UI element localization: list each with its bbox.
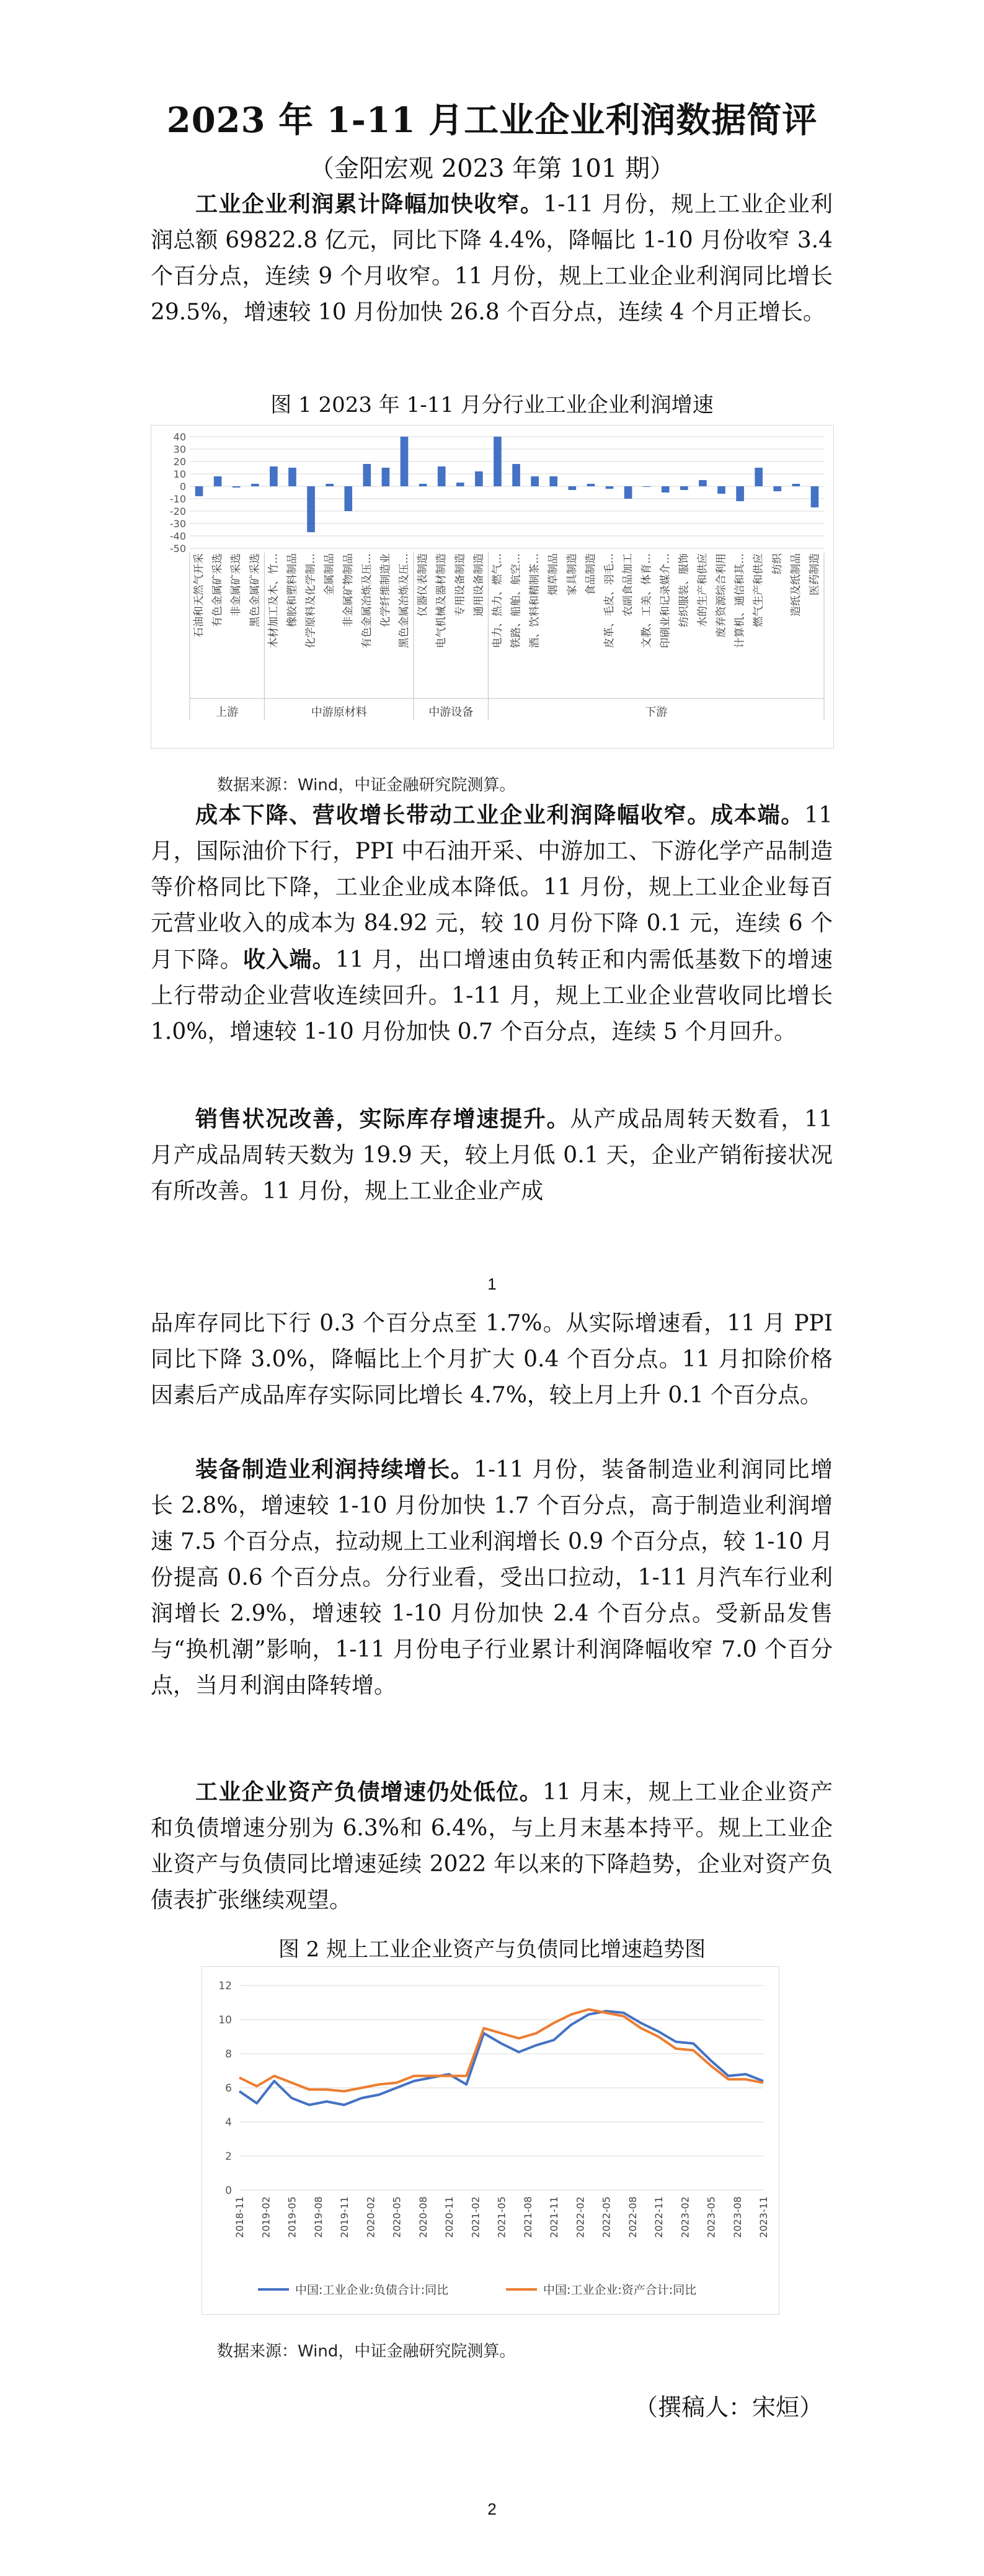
paragraph-body: 1-11 月份，规上工业企业利润总额 69822.8 亿元，同比下降 4.4%，降幅比 1-10 月份收窄 3.4 个百分点，连续 9 个月收窄。11 月份，规上工业企业利润同比增长 29.5%，增速较 10 月份加快 26.8 个百分点，连续 4 个月正增长。	[151, 192, 833, 325]
author-credit: （撰稿人：宋烜）	[634, 2394, 823, 2421]
x-tick-label: 石油和天然气开采	[193, 553, 206, 638]
x-tick-label: 2022-08	[626, 2196, 639, 2238]
paragraph-lead: 销售状况改善，实际库存增速提升。	[195, 1106, 570, 1132]
bar	[699, 480, 707, 486]
x-tick-label: 2020-11	[443, 2196, 455, 2238]
x-tick-label: 2020-05	[391, 2196, 403, 2238]
x-tick-label: 造纸及纸制品	[789, 553, 802, 617]
x-tick-label: 有色金属矿采选	[211, 553, 224, 627]
x-tick-label: 通用设备制造	[472, 553, 485, 617]
paragraph-assets-liabilities	[151, 1774, 833, 1919]
paragraph-equipment	[151, 1451, 833, 1704]
x-tick-label: 2022-11	[653, 2196, 665, 2238]
x-tick-label: 电力、热力、燃气…	[491, 553, 504, 648]
x-tick-label: 2021-05	[495, 2196, 508, 2238]
bar	[494, 437, 502, 486]
paragraph-body: 11 月末，规上工业企业资产和负债增速分别为 6.3%和 6.4%，与上月末基本持平。规上工业企业资产与负债同比增速延续 2022 年以来的下降趋势，企业对资产负债表扩张继续观望。	[151, 1780, 833, 1913]
paragraph-body: 11 月，国际油价下行，PPI 中石油开采、中游加工、下游化学产品制造等价格同比下降，工业企业成本降低。11 月份，规上工业企业每百元营业收入的成本为 84.92 元，较 10 月份下降 0.1 元，连续 6 个月下降。	[151, 803, 833, 973]
figure-1-chart	[151, 425, 834, 749]
x-tick-label: 2019-11	[339, 2196, 350, 2238]
x-tick-label: 纺织	[771, 553, 784, 574]
y-tick-label: 30	[173, 443, 186, 455]
y-tick-label: -10	[169, 493, 186, 505]
bar	[326, 484, 334, 486]
x-tick-label: 废弃资源综合利用	[715, 553, 728, 638]
asset-liability-line-chart	[202, 1967, 779, 2314]
figure-2-source: 数据来源：Wind，中证金融研究院测算。	[217, 2342, 516, 2361]
figure-2-title: 图 2 规上工业企业资产与负债同比增速趋势图	[278, 1937, 706, 1962]
paragraph-lead: 工业企业利润累计降幅加快收窄。	[195, 191, 544, 217]
bar	[662, 486, 670, 492]
bar	[531, 476, 539, 486]
liability-series-line	[239, 2011, 763, 2105]
document-title: 2023 年 1-11 月工业企业利润数据简评	[166, 100, 818, 141]
bar	[419, 484, 427, 486]
bar	[512, 464, 520, 486]
x-tick-label: 食品制造	[584, 553, 597, 595]
asset-series-line	[239, 2010, 763, 2092]
x-tick-label: 家具制造	[565, 553, 578, 595]
y-tick-label: 0	[225, 2185, 232, 2197]
x-tick-label: 仪器仪表制造	[417, 553, 430, 617]
legend-label: 中国:工业企业:资产合计:同比	[543, 2283, 697, 2297]
bar	[792, 484, 800, 486]
y-tick-label: -50	[169, 543, 186, 555]
x-tick-label: 有色金属冶炼及压…	[360, 553, 373, 648]
x-tick-label: 2023-08	[731, 2196, 743, 2238]
x-tick-label: 2020-02	[365, 2196, 377, 2238]
figure-2-chart	[202, 1966, 779, 2315]
bar	[736, 486, 744, 501]
x-tick-label: 2023-02	[679, 2196, 691, 2238]
y-tick-label: -30	[169, 518, 186, 530]
x-tick-label: 纺织服装、服饰	[678, 553, 691, 627]
y-tick-label: -40	[169, 530, 186, 542]
x-tick-label: 金属制品	[323, 553, 336, 595]
x-tick-label: 医药制造	[808, 553, 821, 595]
y-tick-label: 12	[218, 1980, 232, 1992]
page-number: 2	[487, 2500, 497, 2518]
x-tick-label: 电气机械及器材制造	[435, 553, 448, 648]
bar	[401, 437, 409, 486]
y-tick-label: 4	[225, 2116, 232, 2129]
x-tick-label: 印刷业和记录媒介…	[659, 553, 672, 648]
y-tick-label: 0	[179, 481, 186, 492]
x-tick-label: 非金属矿物制品	[342, 553, 355, 627]
x-tick-label: 2022-02	[574, 2196, 587, 2238]
x-tick-label: 燃气生产和供应	[752, 553, 765, 627]
x-tick-label: 水的生产和供应	[696, 553, 709, 627]
paragraph-body: 11 月，出口增速由负转正和内需低基数下的增速上行带动企业营收连续回升。1-11 月，规上工业企业营收同比增长 1.0%，增速较 1-10 月份加快 0.7 个百分点，连续 5 个月回升。	[151, 947, 833, 1045]
x-tick-label: 2022-05	[600, 2196, 613, 2238]
bar	[811, 486, 819, 507]
bar	[475, 471, 483, 486]
industry-profit-bar-chart	[151, 426, 833, 748]
bar	[624, 486, 632, 499]
x-tick-label: 2019-08	[312, 2196, 324, 2238]
x-tick-label: 2021-02	[469, 2196, 482, 2238]
x-tick-label: 木材加工及木、竹…	[267, 553, 280, 648]
x-tick-label: 橡胶和塑料制品	[286, 553, 299, 627]
x-tick-label: 皮革、毛皮、羽毛…	[603, 553, 616, 648]
bar	[568, 486, 576, 490]
x-tick-label: 非金属矿采选	[230, 553, 243, 617]
x-tick-label: 2023-11	[758, 2196, 769, 2238]
x-tick-label: 文教、工美、体育…	[640, 553, 654, 648]
y-tick-label: 10	[173, 468, 186, 480]
bar	[717, 486, 725, 494]
bar	[214, 476, 222, 486]
bar	[680, 486, 688, 490]
y-tick-label: 10	[218, 2014, 232, 2026]
bar	[270, 466, 278, 486]
paragraph-inventory	[151, 1101, 833, 1210]
bar	[363, 464, 371, 486]
x-tick-label: 农副食品加工	[622, 553, 635, 617]
bar	[344, 486, 352, 511]
paragraph-lead: 工业企业资产负债增速仍处低位。	[195, 1779, 543, 1805]
bar	[195, 486, 203, 496]
bar	[549, 476, 557, 486]
x-tick-label: 专用设备制造	[454, 553, 467, 617]
group-label: 下游	[645, 706, 668, 719]
y-tick-label: 40	[173, 431, 186, 443]
bar	[643, 486, 651, 487]
bar	[755, 468, 763, 486]
x-tick-label: 2018-11	[234, 2196, 246, 2238]
bar	[438, 466, 446, 486]
bar	[251, 484, 259, 486]
y-tick-label: 6	[225, 2082, 232, 2095]
x-tick-label: 酒、饮料和精制茶…	[528, 553, 541, 648]
paragraph-body: 1-11 月份，装备制造业利润同比增长 2.8%，增速较 1-10 月份加快 1.7 个百分点，高于制造业利润增速 7.5 个百分点，拉动规上工业利润增长 0.9 个百分点，较 1-10 月份提高 0.6 个百分点。分行业看，受出口拉动，1-11 月汽车行业利润增长 2.9%，增速较 1-10 月份加快 2.4 个百分点。受新品发售与“换机潮”影响，1-11 月份电子行业累计利润降幅收窄 7.0 个百分点，当月利润由降转增。	[151, 1457, 833, 1698]
legend-label: 中国:工业企业:负债合计:同比	[295, 2283, 449, 2297]
y-tick-label: -20	[169, 506, 186, 517]
bar	[307, 486, 315, 532]
x-tick-label: 化学纤维制造业	[379, 553, 392, 627]
page-number: 1	[487, 1275, 497, 1293]
y-tick-label: 2	[225, 2150, 232, 2163]
x-tick-label: 计算机、通信和其…	[734, 553, 747, 648]
bar	[382, 468, 390, 486]
bar	[456, 483, 464, 486]
paragraph-profit-overview	[151, 186, 833, 331]
x-tick-label: 化学原料及化学制…	[304, 553, 317, 648]
x-tick-label: 2021-11	[548, 2196, 560, 2238]
x-tick-label: 2019-05	[286, 2196, 298, 2238]
x-tick-label: 黑色金属冶炼及压…	[398, 553, 411, 648]
bar	[773, 486, 781, 491]
paragraph-lead-revenue: 收入端。	[242, 947, 335, 973]
bar	[233, 486, 241, 488]
paragraph-lead: 装备制造业利润持续增长。	[195, 1456, 474, 1482]
group-label: 中游原材料	[311, 706, 367, 719]
x-tick-label: 烟草制品	[547, 553, 560, 595]
group-label: 上游	[216, 706, 239, 719]
bar	[288, 468, 296, 486]
x-tick-label: 2020-08	[417, 2196, 429, 2238]
x-tick-label: 2019-02	[260, 2196, 272, 2238]
x-tick-label: 黑色金属矿采选	[249, 553, 262, 627]
bar	[606, 486, 614, 489]
x-tick-label: 2021-08	[521, 2196, 534, 2238]
x-tick-label: 2023-05	[705, 2196, 717, 2238]
paragraph-lead: 成本下降、营收增长带动工业企业利润降幅收窄。成本端。	[195, 802, 805, 828]
x-tick-label: 铁路、船舶、航空…	[510, 553, 523, 648]
paragraph-body: 从产成品周转天数看，11 月产成品周转天数为 19.9 天，较上月低 0.1 天，企业产销衔接状况有所改善。11 月份，规上工业企业产成	[151, 1107, 833, 1204]
bar	[587, 484, 595, 486]
y-tick-label: 8	[225, 2048, 232, 2061]
document-subtitle: （金阳宏观 2023 年第 101 期）	[309, 154, 675, 183]
y-tick-label: 20	[173, 456, 186, 468]
paragraph-inventory-continued: 品库存同比下行 0.3 个百分点至 1.7%。从实际增速看，11 月 PPI 同比下降 3.0%，降幅比上个月扩大 0.4 个百分点。11 月扣除价格因素后产成品库存实际同比增长 4.7%，较上月上升 0.1 个百分点。	[151, 1311, 833, 1408]
paragraph-cost-revenue	[151, 797, 833, 1050]
figure-1-source: 数据来源：Wind，中证金融研究院测算。	[217, 776, 516, 795]
group-label: 中游设备	[428, 706, 474, 719]
figure-1-title: 图 1 2023 年 1-11 月分行业工业企业利润增速	[270, 393, 714, 417]
